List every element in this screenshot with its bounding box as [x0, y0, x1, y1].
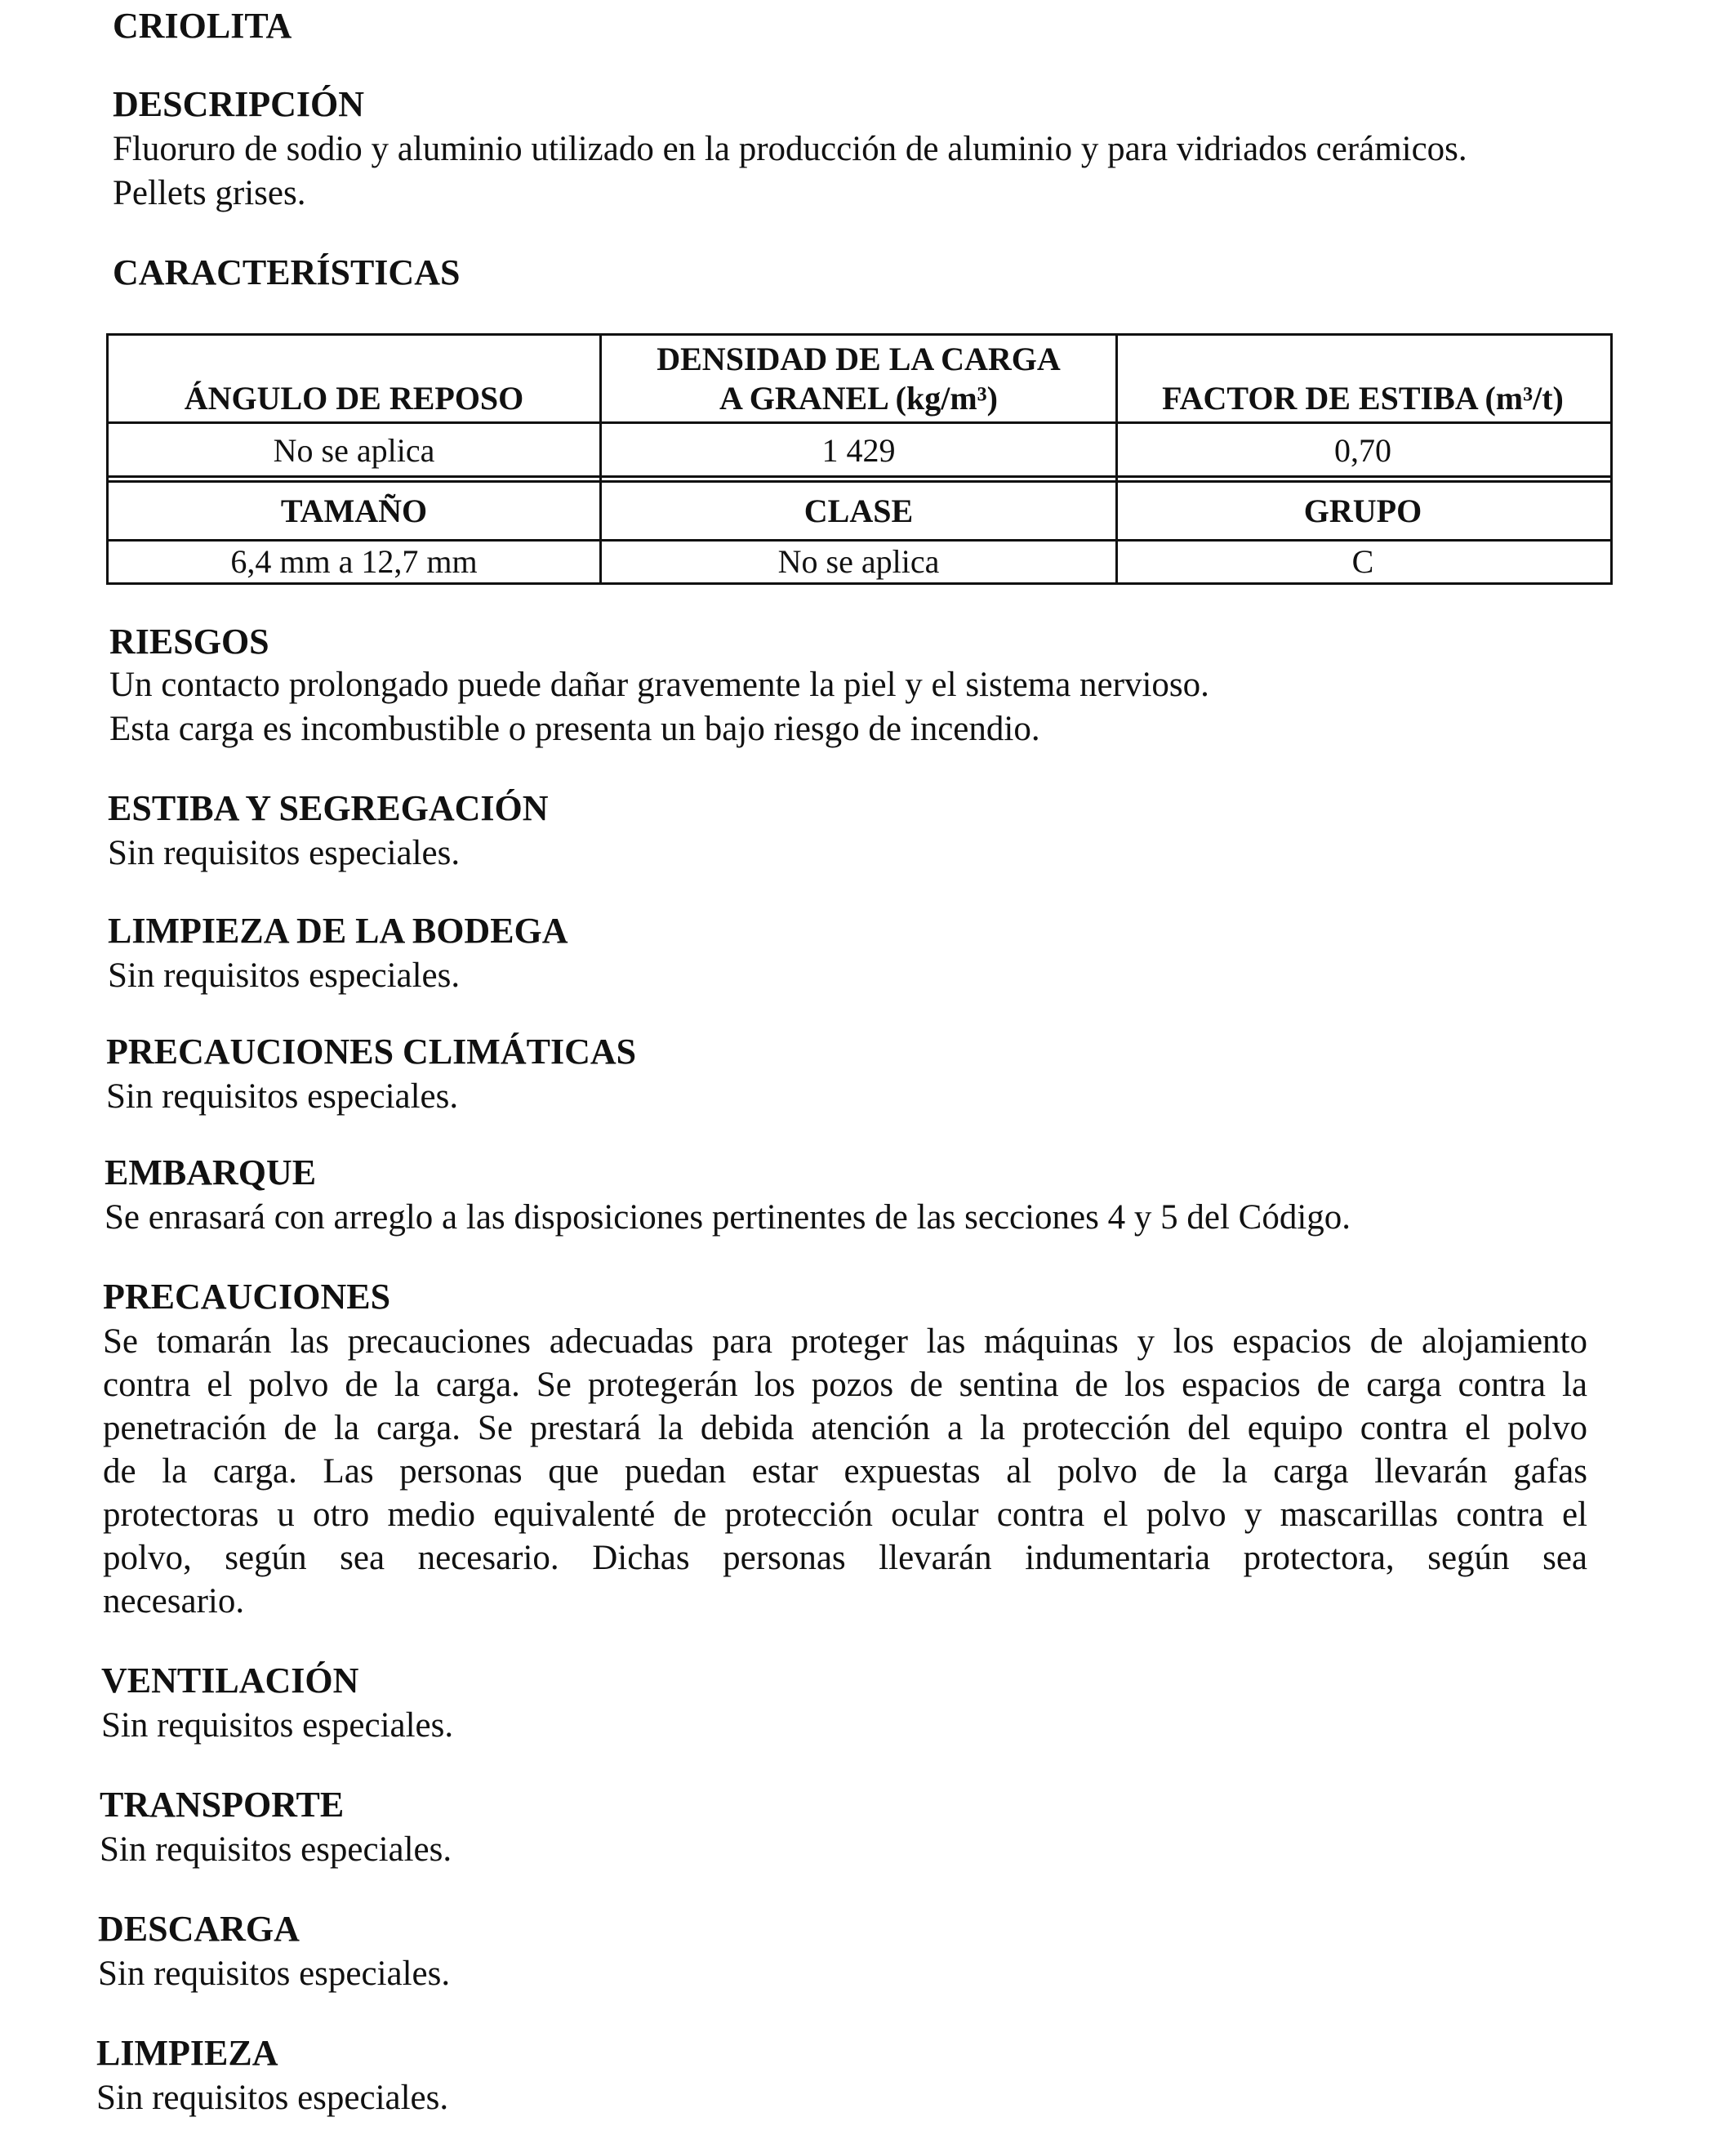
transporte-heading: TRANSPORTE	[100, 1785, 345, 1825]
estiba-heading: ESTIBA Y SEGREGACIÓN	[108, 788, 549, 828]
header-densidad-line-2: A GRANEL (kg/m³)	[719, 380, 998, 417]
riesgos-line-2: Esta carga es incombustible o presenta un bajo riesgo de incendio.	[109, 710, 1040, 748]
embarque-text: Se enrasará con arreglo a las disposiciones pertinentes de las secciones 4 y 5 del Código.	[105, 1198, 1351, 1237]
header-clase: CLASE	[803, 493, 914, 529]
value-grupo: C	[1351, 543, 1374, 580]
precauciones-line: necesario.	[103, 1582, 245, 1620]
riesgos-heading: RIESGOS	[109, 622, 269, 662]
header-densidad-line-1: DENSIDAD DE LA CARGA	[657, 341, 1061, 377]
precauciones-paragraph	[103, 1320, 1587, 1623]
precauciones-line: Se tomarán las precauciones adecuadas para proteger las máquinas y los espacios de alojamiento	[103, 1322, 1587, 1361]
descarga-text: Sin requisitos especiales.	[98, 1955, 451, 1993]
ventilacion-text: Sin requisitos especiales.	[101, 1706, 454, 1745]
climaticas-text: Sin requisitos especiales.	[106, 1077, 459, 1116]
precauciones-line: protectoras u otro medio equivalenté de protección ocular contra el polvo y mascarillas contra el	[103, 1495, 1587, 1534]
embarque-heading: EMBARQUE	[105, 1152, 317, 1192]
descripcion-heading: DESCRIPCIÓN	[113, 84, 365, 124]
limpieza-bodega-text: Sin requisitos especiales.	[108, 956, 461, 995]
caracteristicas-table	[106, 333, 1613, 585]
header-factor: FACTOR DE ESTIBA (m³/t)	[1162, 380, 1564, 417]
descarga-heading: DESCARGA	[98, 1909, 300, 1949]
limpieza-text: Sin requisitos especiales.	[96, 2079, 449, 2117]
descripcion-line-2: Pellets grises.	[113, 174, 306, 212]
transporte-text: Sin requisitos especiales.	[100, 1830, 452, 1869]
table-divider	[109, 421, 1610, 424]
estiba-text: Sin requisitos especiales.	[108, 834, 461, 872]
table-divider	[109, 475, 1610, 478]
document-title: CRIOLITA	[113, 6, 292, 46]
header-tamano: TAMAÑO	[280, 493, 428, 529]
value-clase: No se aplica	[777, 543, 940, 580]
limpieza-heading: LIMPIEZA	[96, 2033, 278, 2073]
descripcion-line-1: Fluoruro de sodio y aluminio utilizado en la producción de aluminio y para vidriados cerámicos.	[113, 130, 1467, 168]
precauciones-line: penetración de la carga. Se prestará la debida atención a la protección del equipo contra el polvo	[103, 1409, 1587, 1447]
riesgos-line-1: Un contacto prolongado puede dañar gravemente la piel y el sistema nervioso.	[109, 666, 1209, 704]
table-divider	[109, 480, 1610, 483]
value-densidad: 1 429	[821, 432, 896, 469]
precauciones-heading: PRECAUCIONES	[103, 1277, 391, 1317]
limpieza-bodega-heading: LIMPIEZA DE LA BODEGA	[108, 911, 568, 951]
value-tamano: 6,4 mm a 12,7 mm	[230, 543, 478, 580]
table-divider	[109, 539, 1610, 542]
ventilacion-heading: VENTILACIÓN	[101, 1660, 359, 1700]
value-angulo: No se aplica	[273, 432, 435, 469]
precauciones-line: polvo, según sea necesario. Dichas personas llevarán indumentaria protectora, según sea	[103, 1539, 1587, 1577]
header-angulo: ÁNGULO DE REPOSO	[184, 380, 524, 417]
header-grupo: GRUPO	[1303, 493, 1422, 529]
value-factor: 0,70	[1334, 432, 1391, 469]
precauciones-line: contra el polvo de la carga. Se protegerán los pozos de sentina de los espacios de carga contra la	[103, 1366, 1587, 1404]
precauciones-line: de la carga. Las personas que puedan estar expuestas al polvo de la carga llevarán gafas	[103, 1452, 1587, 1491]
climaticas-heading: PRECAUCIONES CLIMÁTICAS	[106, 1032, 637, 1072]
caracteristicas-heading: CARACTERÍSTICAS	[113, 252, 461, 292]
